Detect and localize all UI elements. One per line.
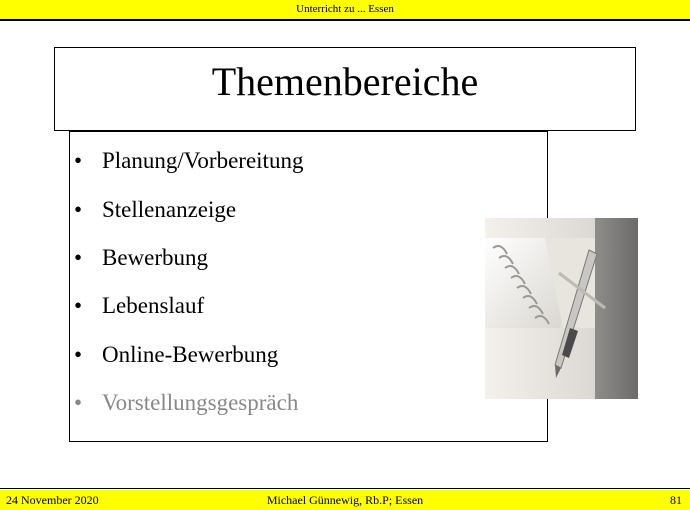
notebook-and-pen-photo-icon [485, 218, 638, 399]
title-box [54, 47, 636, 131]
content-box [69, 131, 548, 442]
bullet-dot: • [74, 148, 83, 173]
header-text: Unterricht zu ... Essen [296, 3, 394, 15]
bullet-text: Planung/Vorbereitung [102, 148, 304, 173]
footer-date: 24 November 2020 [6, 493, 99, 507]
footer-author: Michael Günnewig, Rb.P; Essen [266, 493, 424, 507]
footer-divider [0, 488, 690, 489]
notebook-pen-image [485, 218, 638, 399]
bullet-text: Stellenanzeige [102, 197, 237, 222]
bullet-text: Vorstellungsgespräch [102, 390, 299, 415]
bullet-text: Bewerbung [102, 245, 209, 270]
bullet-dot: • [74, 293, 83, 318]
bullet-text: Lebenslauf [102, 293, 205, 318]
footer-bar [0, 490, 690, 510]
bullet-dot: • [74, 197, 83, 222]
bullet-dot: • [74, 245, 83, 270]
bullet-text: Online-Bewerbung [102, 342, 279, 367]
bullet-dot: • [74, 342, 83, 367]
page-number: 81 [670, 493, 682, 507]
header-bar [0, 0, 690, 21]
slide-title: Themenbereiche [211, 59, 479, 104]
bullet-dot: • [74, 390, 83, 415]
